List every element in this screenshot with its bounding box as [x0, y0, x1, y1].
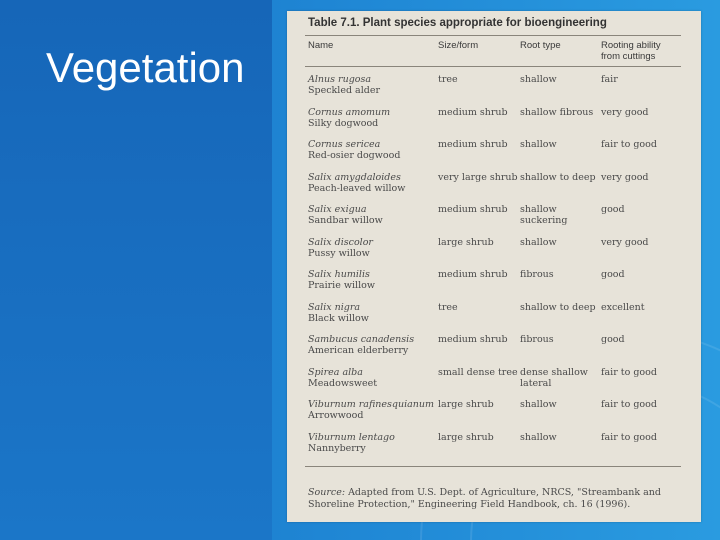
root-type-line1: shallow [520, 204, 557, 215]
size-form-cell: large shrub [438, 399, 494, 410]
plant-name-cell [308, 107, 390, 129]
root-type-line1: dense shallow [520, 366, 588, 378]
size-form-cell: medium shrub [438, 106, 508, 118]
table-header-rule [305, 66, 681, 67]
common-name: Nannyberry [308, 442, 366, 454]
size-form-cell: medium shrub [438, 204, 508, 215]
table-row [287, 139, 701, 169]
root-type-line1: shallow [520, 431, 557, 443]
scientific-name: Viburnum lentago [308, 431, 395, 443]
common-name: American elderberry [308, 345, 409, 356]
scientific-name: Salix amygdaloides [308, 171, 401, 183]
size-form-cell: very large shrub [438, 171, 518, 183]
header-rooting-line1: Rooting ability [601, 40, 661, 51]
source-label: Source: [308, 487, 346, 498]
size-form-cell: small dense tree [438, 366, 518, 378]
scientific-name: Cornus sericea [308, 139, 381, 150]
table-row [287, 399, 701, 429]
scientific-name: Salix exigua [308, 204, 367, 215]
common-name: Pussy willow [308, 247, 370, 259]
scientific-name: Spirea alba [308, 366, 363, 378]
header-name: Name [308, 40, 334, 51]
plant-name-cell [308, 237, 373, 259]
table-row [287, 367, 701, 397]
scientific-name: Salix nigra [308, 301, 361, 313]
rooting-ability-cell: excellent [601, 301, 645, 313]
common-name: Peach-leaved willow [308, 182, 406, 194]
header-rooting-ability [601, 40, 661, 62]
scientific-name: Viburnum rafinesquianum [308, 399, 435, 410]
scientific-name: Salix humilis [308, 269, 370, 280]
table-row [287, 74, 701, 104]
table-row [287, 334, 701, 364]
rooting-ability-cell: very good [601, 236, 649, 248]
root-type-line1: shallow [520, 139, 557, 150]
plant-name-cell [308, 172, 405, 194]
plant-name-cell [308, 204, 383, 226]
root-type-line1: shallow [520, 74, 557, 85]
plant-name-cell [308, 269, 375, 291]
plant-name-cell [308, 399, 434, 421]
plant-name-cell [308, 432, 395, 454]
table-row [287, 172, 701, 202]
common-name: Meadowsweet [308, 377, 378, 389]
scientific-name: Sambucus canadensis [308, 334, 415, 345]
rooting-ability-cell: fair to good [601, 366, 657, 378]
rooting-ability-cell: fair to good [601, 139, 657, 150]
slide-title: Vegetation [46, 44, 245, 91]
plant-name-cell [308, 139, 400, 161]
scientific-name: Alnus rugosa [308, 74, 372, 85]
root-type-cell [520, 269, 554, 280]
table-row [287, 107, 701, 137]
common-name: Black willow [308, 312, 369, 324]
table-row [287, 432, 701, 462]
rooting-ability-cell: fair [601, 74, 618, 85]
header-size: Size/form [438, 40, 479, 51]
common-name: Arrowwood [308, 410, 364, 421]
root-type-line2: suckering [520, 215, 568, 226]
root-type-cell [520, 367, 588, 389]
common-name: Silky dogwood [308, 117, 379, 129]
root-type-cell [520, 107, 593, 118]
root-type-cell [520, 302, 596, 313]
header-root-type: Root type [520, 40, 561, 51]
table-source-note [308, 487, 688, 511]
plant-name-cell [308, 367, 377, 389]
size-form-cell: medium shrub [438, 334, 508, 345]
root-type-cell [520, 204, 567, 226]
source-text: Adapted from U.S. Dept. of Agriculture, NRCS, "Streambank and Shoreline Protection," Engineering Field Handbook, ch. 16 (1996). [308, 487, 662, 510]
table-row [287, 302, 701, 332]
rooting-ability-cell: good [601, 269, 625, 280]
table-row [287, 204, 701, 234]
table-row [287, 269, 701, 299]
common-name: Sandbar willow [308, 215, 383, 226]
root-type-cell [520, 399, 557, 410]
common-name: Prairie willow [308, 280, 375, 291]
root-type-cell [520, 334, 554, 345]
size-form-cell: large shrub [438, 236, 494, 248]
rooting-ability-cell: fair to good [601, 431, 657, 443]
size-form-cell: medium shrub [438, 269, 508, 280]
plant-name-cell [308, 74, 380, 96]
table-bottom-rule [305, 466, 681, 467]
header-rooting-line2: from cuttings [601, 51, 656, 62]
plant-name-cell [308, 334, 414, 356]
root-type-cell [520, 74, 557, 85]
size-form-cell: large shrub [438, 431, 494, 443]
root-type-cell [520, 237, 557, 248]
rooting-ability-cell: good [601, 204, 625, 215]
root-type-line1: fibrous [520, 334, 554, 345]
root-type-line1: shallow [520, 236, 557, 248]
rooting-ability-cell: very good [601, 106, 649, 118]
root-type-line1: shallow fibrous [520, 106, 594, 118]
size-form-cell: tree [438, 74, 458, 85]
common-name: Speckled alder [308, 85, 380, 96]
common-name: Red-osier dogwood [308, 150, 401, 161]
rooting-ability-cell: fair to good [601, 399, 657, 410]
scientific-name: Salix discolor [308, 236, 373, 248]
root-type-line1: shallow to deep [520, 301, 596, 313]
root-type-cell [520, 172, 596, 183]
table-caption: Table 7.1. Plant species appropriate for bioengineering [308, 17, 607, 29]
scientific-name: Cornus amomum [308, 106, 391, 118]
root-type-cell [520, 139, 557, 150]
rooting-ability-cell: good [601, 334, 625, 345]
size-form-cell: medium shrub [438, 139, 508, 150]
root-type-line2: lateral [520, 377, 552, 389]
size-form-cell: tree [438, 301, 458, 313]
rooting-ability-cell: very good [601, 171, 649, 183]
table-row [287, 237, 701, 267]
root-type-line1: shallow [520, 399, 557, 410]
root-type-cell [520, 432, 557, 443]
plant-name-cell [308, 302, 369, 324]
root-type-line1: fibrous [520, 269, 554, 280]
table-image [287, 11, 701, 522]
root-type-line1: shallow to deep [520, 171, 596, 183]
table-top-rule [305, 35, 681, 36]
